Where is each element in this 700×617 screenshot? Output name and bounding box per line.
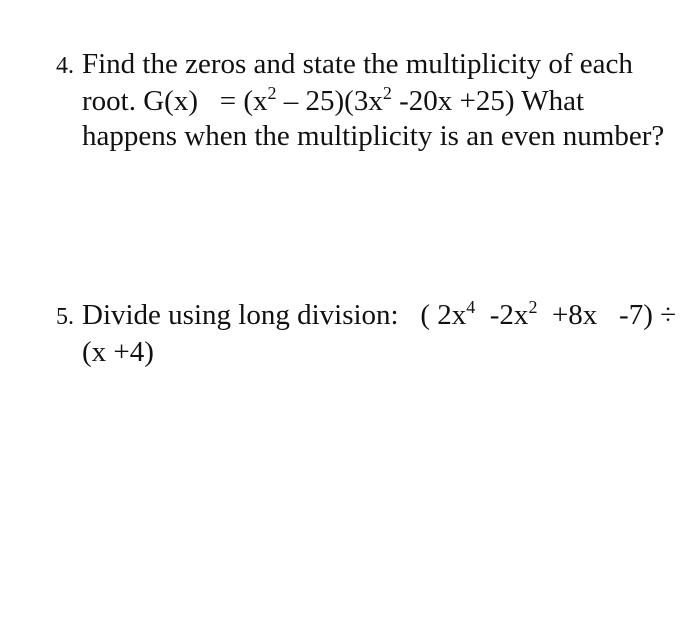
- problem-4-line-1: [56, 47, 686, 84]
- problem-5-line-1: [56, 298, 686, 335]
- problem-4-equation-start: = (x: [219, 85, 268, 117]
- problem-5-divisor: (x +4): [82, 336, 154, 368]
- problem-5-dividend-term-3: +8x: [544, 299, 598, 331]
- problem-5-instruction: Divide using long division:: [82, 299, 399, 331]
- problem-5-dividend-term-2: -2x: [482, 299, 529, 331]
- problem-5-exponent-b: 2: [528, 297, 538, 317]
- problem-5: [56, 298, 686, 370]
- problem-4-exponent-b: 2: [382, 83, 392, 103]
- problem-5-line-2: [56, 335, 686, 370]
- problem-4-exponent-a: 2: [267, 83, 277, 103]
- problem-4-line-3: [56, 119, 686, 154]
- problem-4-text-1: Find the zeros and state the multiplicity of each: [82, 48, 633, 80]
- problem-4-line-2: [56, 84, 686, 119]
- problem-5-dividend-end: -7) ÷: [619, 299, 677, 331]
- problem-5-exponent-a: 4: [466, 297, 476, 317]
- problem-4-number: 4.: [56, 53, 74, 79]
- problem-4: [56, 47, 686, 154]
- problem-4-equation-end: -20x +25) What: [391, 85, 585, 117]
- problem-5-number: 5.: [56, 304, 74, 330]
- problem-4-equation-middle: – 25)(3x: [276, 85, 383, 117]
- problem-5-dividend-start: ( 2x: [420, 299, 467, 331]
- problem-4-function-name: root. G(x): [82, 85, 198, 117]
- problem-4-text-3: happens when the multiplicity is an even number?: [82, 120, 665, 152]
